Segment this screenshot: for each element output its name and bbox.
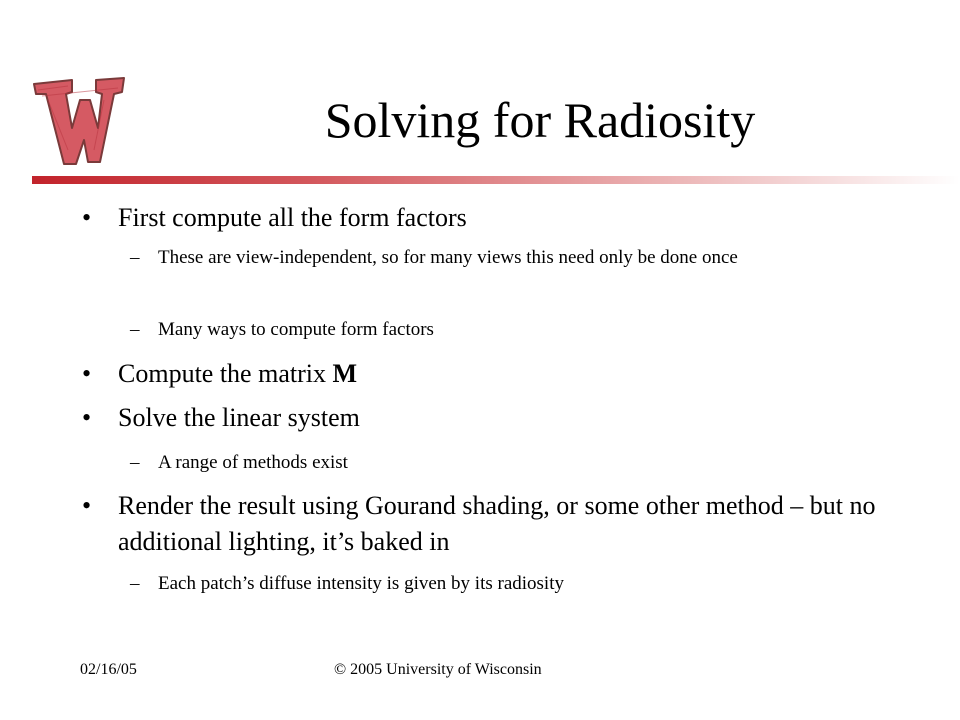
bullet-item [82, 488, 882, 560]
bullet-text: Render the result using Gourand shading, or some other method – but no additional lighting, it’s baked in [118, 491, 876, 556]
matrix-symbol: M [332, 359, 358, 388]
sub-bullet-text: A range of methods exist [158, 452, 348, 473]
title-rule [32, 176, 960, 184]
bullet-text [118, 356, 882, 392]
dash-marker: – [130, 319, 140, 340]
bullet-marker: • [82, 491, 92, 520]
sub-bullet-item [130, 244, 870, 272]
sub-bullet-text: Many ways to compute form factors [158, 319, 434, 340]
bullet-item [82, 200, 882, 236]
dash-marker: – [130, 573, 140, 594]
footer-copyright: © 2005 University of Wisconsin [334, 661, 542, 678]
sub-bullet-item [130, 316, 870, 344]
sub-bullet-text: Each patch’s diffuse intensity is given by its radiosity [158, 573, 564, 594]
bullet-item [82, 400, 882, 436]
bullet-marker: • [82, 359, 92, 388]
bullet-text: First compute all the form factors [118, 203, 467, 232]
bullet-item [82, 356, 882, 392]
bullet-marker: • [82, 403, 92, 432]
dash-marker: – [130, 452, 140, 473]
sub-bullet-item [130, 570, 870, 598]
sub-bullet-item [130, 449, 870, 477]
bullet-text: Solve the linear system [118, 403, 360, 432]
bullet-text-prefix: Compute the matrix [118, 359, 333, 388]
footer-date: 02/16/05 [80, 661, 137, 678]
bullet-marker: • [82, 203, 92, 232]
slide-title: Solving for Radiosity [324, 92, 756, 148]
dash-marker: – [130, 247, 140, 268]
sub-bullet-text: These are view-independent, so for many views this need only be done once [158, 247, 738, 268]
university-w-logo [28, 70, 128, 170]
